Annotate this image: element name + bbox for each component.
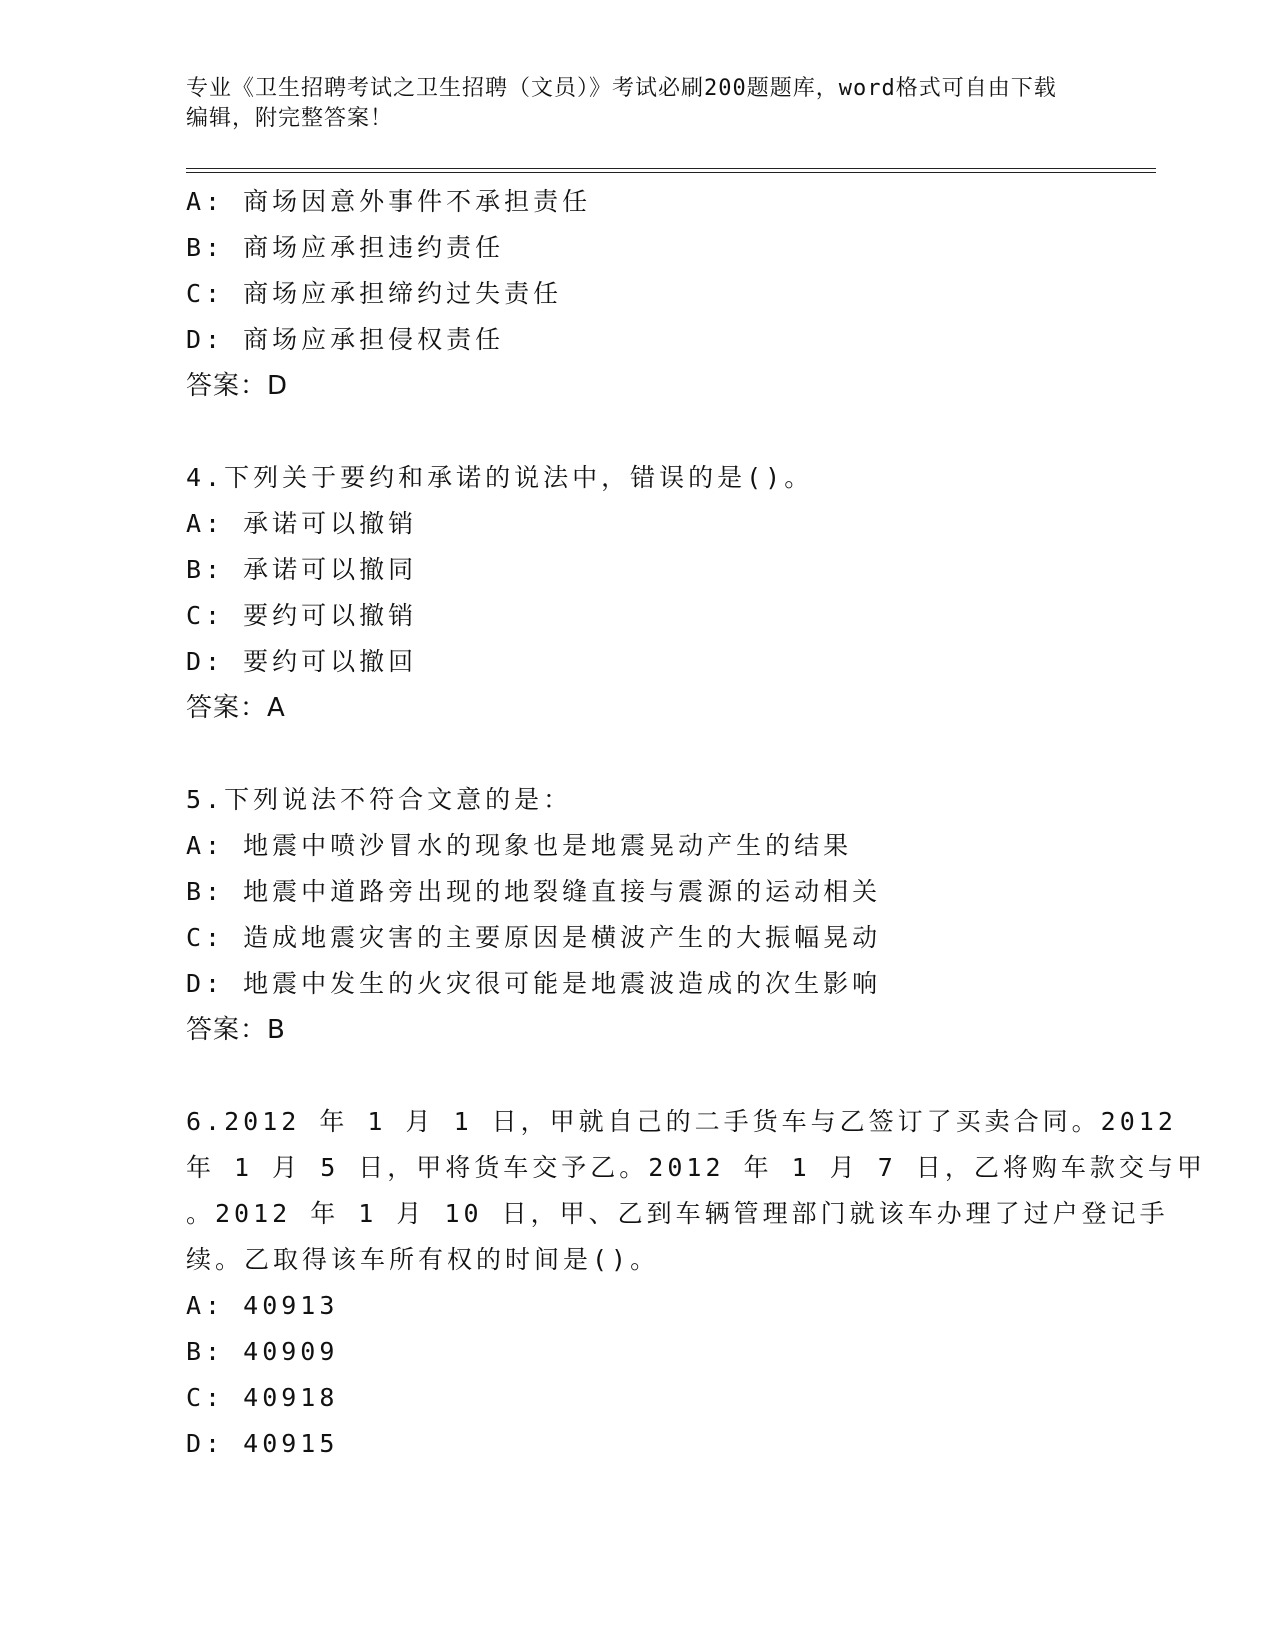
option-a: A: 地震中喷沙冒水的现象也是地震晃动产生的结果	[186, 831, 853, 860]
spacer	[186, 731, 1156, 777]
option-b: B: 承诺可以撤同	[186, 555, 418, 584]
option-c: C: 要约可以撤销	[186, 601, 418, 630]
option-b: B: 地震中道路旁出现的地裂缝直接与震源的运动相关	[186, 877, 882, 906]
question-3	[186, 179, 1156, 409]
spacer	[186, 409, 1156, 455]
option-d: D: 地震中发生的火灾很可能是地震波造成的次生影响	[186, 969, 882, 998]
option-d: D: 要约可以撤回	[186, 647, 418, 676]
question-stem-line: 。2012 年 1 月 10 日，甲、乙到车辆管理部门就该车办理了过户登记手	[186, 1199, 1169, 1228]
question-stem-line: 6.2012 年 1 月 1 日，甲就自己的二手货车与乙签订了买卖合同。2012	[186, 1107, 1177, 1136]
question-stem-line: 年 1 月 5 日，甲将货车交予乙。2012 年 1 月 7 日，乙将购车款交与甲	[186, 1153, 1206, 1182]
option-a: A: 商场因意外事件不承担责任	[186, 187, 592, 216]
question-5	[186, 777, 1156, 1053]
question-4	[186, 455, 1156, 731]
spacer	[186, 1053, 1156, 1099]
answer-text: 答案：D	[186, 371, 289, 401]
document-header: 专业《卫生招聘考试之卫生招聘（文员）》考试必刷200题题库，word格式可自由下载编辑，附完整答案！	[186, 76, 1057, 131]
option-c: C: 商场应承担缔约过失责任	[186, 279, 563, 308]
option-d: D: 40915	[186, 1429, 339, 1458]
option-d: D: 商场应承担侵权责任	[186, 325, 505, 354]
question-stem: 4.下列关于要约和承诺的说法中，错误的是()。	[186, 463, 814, 492]
option-a: A: 承诺可以撤销	[186, 509, 418, 538]
option-a: A: 40913	[186, 1291, 339, 1320]
header-divider	[186, 168, 1156, 173]
question-stem-line: 续。乙取得该车所有权的时间是()。	[186, 1245, 660, 1274]
answer-text: 答案：A	[186, 693, 286, 723]
document-page	[186, 74, 1206, 1467]
option-c: C: 40918	[186, 1383, 339, 1412]
question-6	[186, 1099, 1206, 1467]
option-b: B: 40909	[186, 1337, 339, 1366]
answer-text: 答案：B	[186, 1015, 286, 1045]
option-b: B: 商场应承担违约责任	[186, 233, 505, 262]
question-stem: 5.下列说法不符合文意的是：	[186, 785, 573, 814]
option-c: C: 造成地震灾害的主要原因是横波产生的大振幅晃动	[186, 923, 882, 952]
